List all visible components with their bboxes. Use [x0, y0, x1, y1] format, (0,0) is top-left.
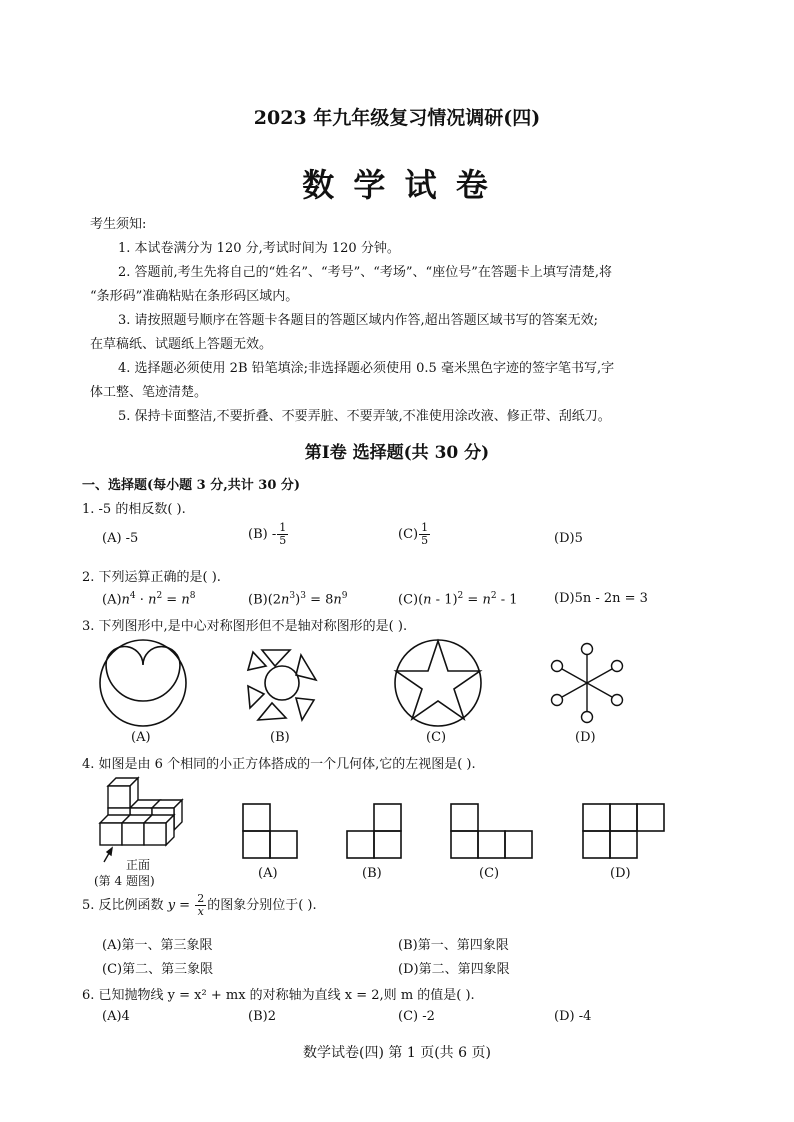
exam-title: 2023 年九年级复习情况调研(四) [253, 107, 541, 129]
q2-stem: 2. 下列运算正确的是( ). [82, 570, 221, 585]
q5-stem: 5. 反比例函数 y = $\frac{2}{x}$ 的图象分别位于( ). [82, 892, 317, 918]
q2-option-d: (D)5n - 2n = 3 [554, 591, 648, 606]
q1-option-c: (C) $\frac{1}{5}$ [398, 521, 429, 547]
section-title: 第Ⅰ卷 选择题(共 30 分) [304, 443, 490, 463]
notice-item-1: 1. 本试卷满分为 120 分,考试时间为 120 分钟。 [118, 241, 400, 256]
q6-option-c: (C) -2 [398, 1009, 435, 1024]
q3-label-d: (D) [575, 730, 596, 745]
q6-option-b: (B)2 [248, 1009, 276, 1024]
part-heading: 一、选择题(每小题 3 分,共计 30 分) [82, 478, 301, 493]
q2-option-b: $(B)(2n^3)^3 = 8n^9$ [248, 591, 348, 608]
notice-item-3-line2: 在草稿纸、试题纸上答题无效。 [90, 337, 273, 352]
q2-option-a: $(A)n^4 \cdot n^2 = n^8$ [102, 591, 196, 608]
q3-figure-a [100, 640, 186, 726]
subject-title: 数 学 试 卷 [302, 166, 492, 204]
q3-label-c: (C) [426, 730, 447, 745]
q5-option-c: (C)第二、第三象限 [102, 962, 214, 977]
q5-option-b: (B)第一、第四象限 [398, 938, 509, 953]
q4-stem: 4. 如图是由 6 个相同的小正方体搭成的一个几何体,它的左视图是( ). [82, 757, 476, 772]
q6-option-d: (D) -4 [554, 1009, 592, 1024]
q3-label-b: (B) [270, 730, 290, 745]
q5-option-d: (D)第二、第四象限 [398, 962, 510, 977]
q4-label-c: (C) [479, 866, 500, 881]
q4-label-d: (D) [610, 866, 631, 881]
q3-figure-b [248, 650, 316, 720]
q1-option-d: (D)5 [554, 531, 583, 546]
q3-label-a: (A) [131, 730, 151, 745]
notice-heading: 考生须知: [90, 217, 147, 232]
notice-item-3-line1: 3. 请按照题号顺序在答题卡各题目的答题区域内作答,超出答题区域书写的答案无效; [118, 313, 599, 328]
q3-stem: 3. 下列图形中,是中心对称图形但不是轴对称图形的是( ). [82, 619, 408, 634]
q3-figure-c [395, 640, 481, 726]
notice-item-4-line1: 4. 选择题必须使用 2B 铅笔填涂;非选择题必须使用 0.5 毫米黑色字迹的签字笔书写,字 [118, 361, 615, 376]
q4-option-c-figure [451, 804, 532, 858]
q4-front-label: 正面 [126, 858, 151, 872]
q4-option-d-figure [583, 804, 664, 858]
q4-option-a-figure [243, 804, 297, 858]
q4-caption: (第 4 题图) [94, 874, 155, 888]
q3-figure-d [552, 644, 623, 723]
notice-item-2-line1: 2. 答题前,考生先将自己的“姓名”、“考号”、“考场”、“座位号”在答题卡上填写清楚,将 [118, 265, 612, 280]
q1-option-b: (B) - $\frac{1}{5}$ [248, 521, 287, 547]
notice-item-5: 5. 保持卡面整洁,不要折叠、不要弄脏、不要弄皱,不准使用涂改液、修正带、刮纸刀。 [118, 409, 611, 424]
q2-option-c: $(C)(n - 1)^2 = n^2 - 1$ [398, 591, 518, 608]
q4-option-b-figure [347, 804, 401, 858]
notice-item-4-line2: 体工整、笔迹清楚。 [90, 385, 208, 400]
page-footer: 数学试卷(四) 第 1 页(共 6 页) [303, 1045, 491, 1061]
q1-option-a: (A) -5 [102, 531, 139, 546]
q4-label-a: (A) [258, 866, 278, 881]
q4-front-arrow [104, 848, 112, 862]
q5-option-a: (A)第一、第三象限 [102, 938, 213, 953]
notice-item-2-line2: “条形码”准确粘贴在条形码区域内。 [90, 289, 299, 304]
q6-stem: 6. 已知抛物线 y = x² + mx 的对称轴为直线 x = 2,则 m 的值是( ). [82, 988, 475, 1003]
q6-option-a: (A)4 [102, 1009, 130, 1024]
q4-solid-figure [100, 778, 182, 845]
q4-label-b: (B) [362, 866, 382, 881]
q1-stem: 1. -5 的相反数( ). [82, 502, 186, 517]
